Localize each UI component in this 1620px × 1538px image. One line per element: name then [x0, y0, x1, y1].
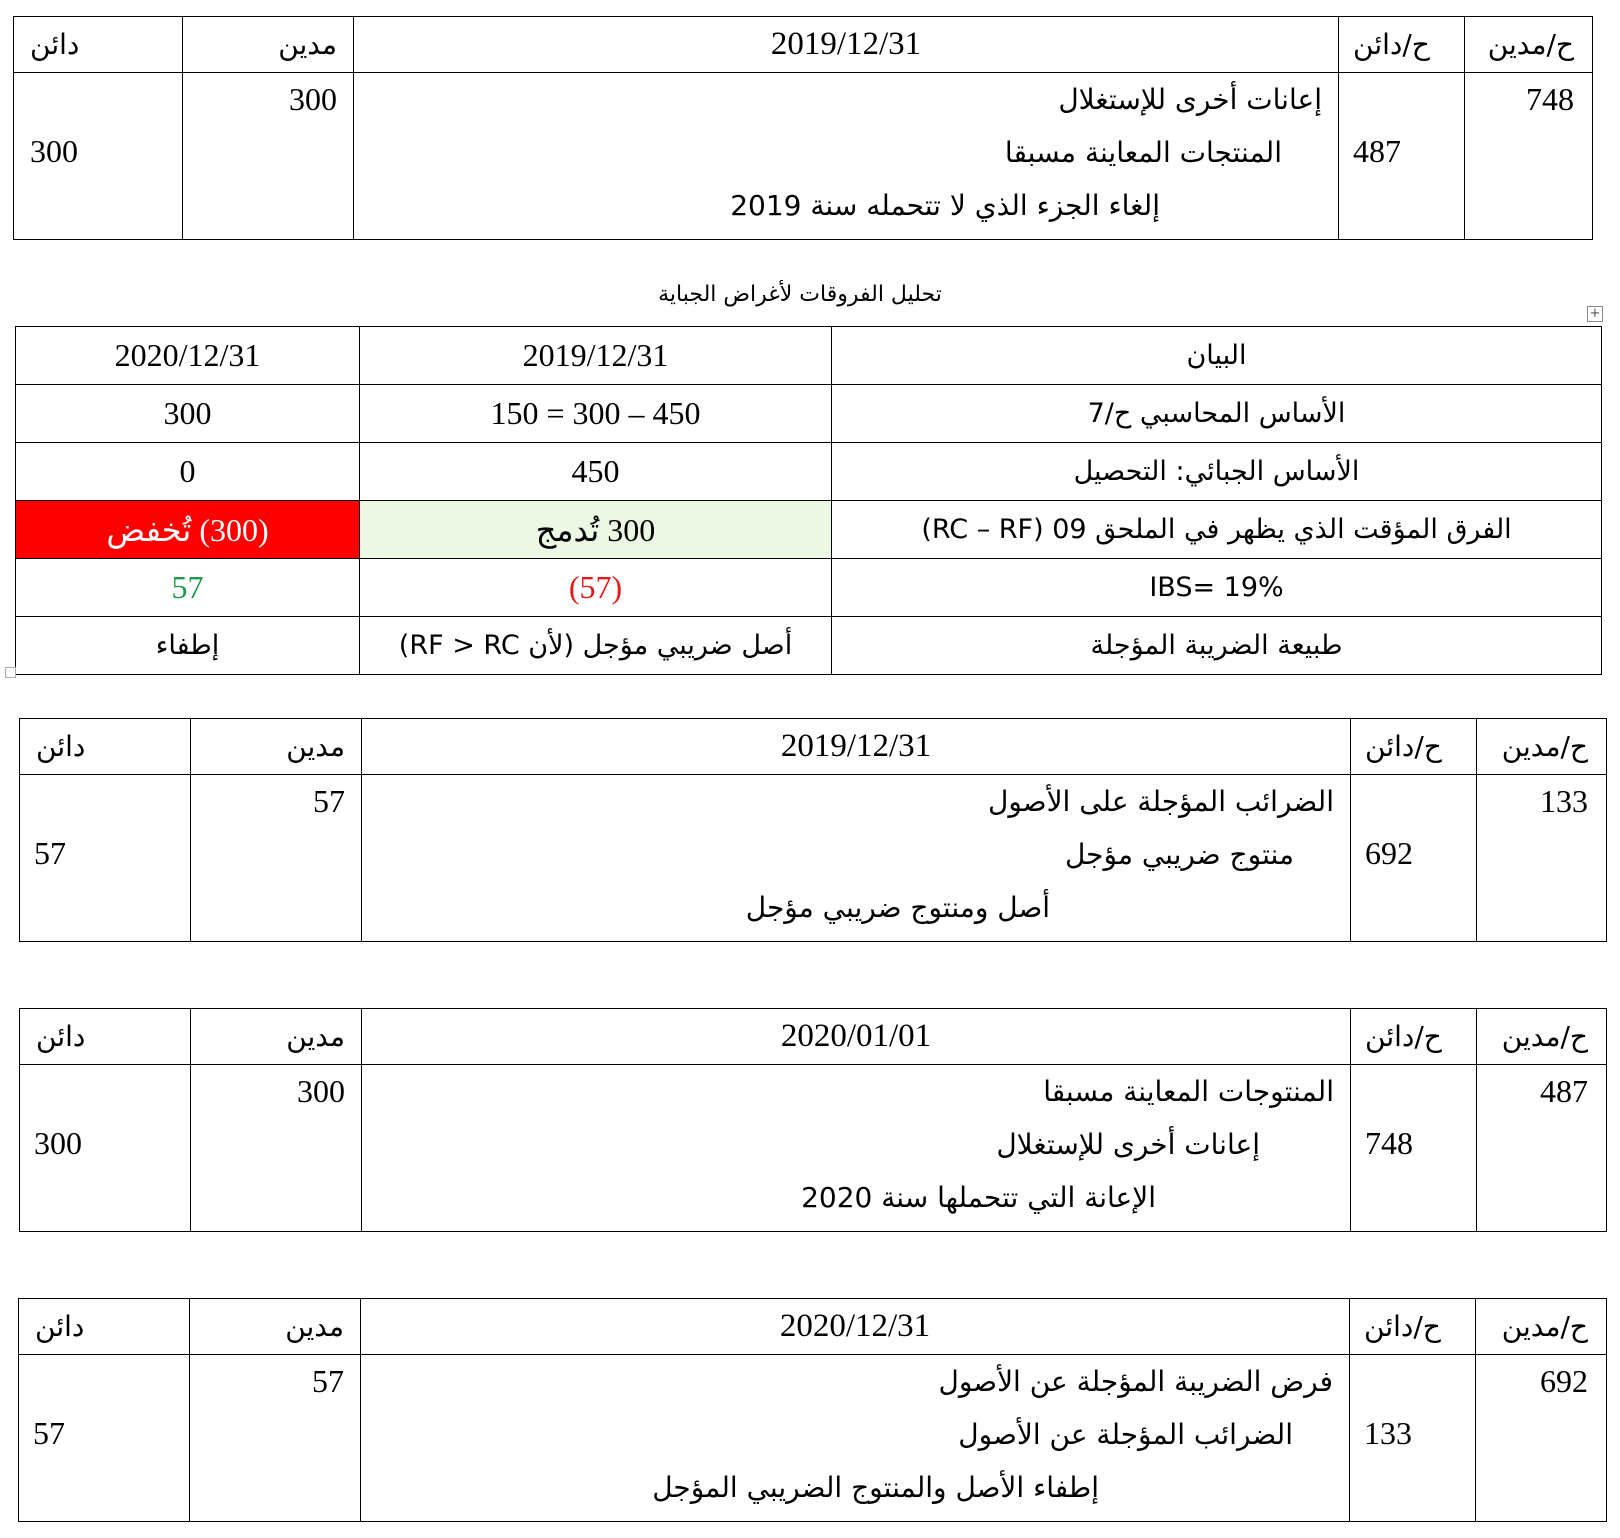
col-2020-header: 2020/12/31 [16, 327, 360, 385]
debit-account-header: ح/مدين [1477, 1009, 1607, 1065]
journal-entry-2 [19, 718, 1607, 942]
debit-amount: 300 [289, 81, 337, 117]
credit-account-number: 692 [1365, 835, 1413, 871]
entry-description: إلغاء الجزء الذي لا تتحمله سنة 2019 [730, 189, 1160, 222]
entry-description: أصل ومنتوج ضريبي مؤجل [745, 891, 1050, 924]
table-move-handle-icon[interactable]: + [1587, 306, 1603, 322]
debit-account-name: إعانات أخرى للإستغلال [1058, 83, 1322, 116]
credit-account-header: ح/دائن [1339, 17, 1465, 73]
credit-amount: 57 [34, 835, 66, 871]
debit-account-header: ح/مدين [1477, 719, 1607, 775]
ibs-2019: (57) [360, 559, 832, 617]
credit-account-header: ح/دائن [1351, 719, 1477, 775]
ibs-label: IBS= 19% [832, 559, 1602, 617]
tax-base-2019: 450 [360, 443, 832, 501]
credit-account-name: إعانات أخرى للإستغلال [996, 1128, 1260, 1161]
credit-amount: 300 [30, 133, 78, 169]
debit-account-number: 748 [1526, 81, 1574, 117]
temp-diff-2020: (300) تُخفض [16, 501, 360, 559]
tax-differences-table [15, 326, 1602, 675]
credit-account-number: 133 [1364, 1415, 1412, 1451]
journal-entry-1 [13, 16, 1593, 240]
debit-account-name: المنتوجات المعاينة مسبقا [1043, 1075, 1334, 1108]
tax-base-2020: 0 [16, 443, 360, 501]
accounting-base-2019: 150 = 300 – 450 [360, 385, 832, 443]
tax-base-label: الأساس الجبائي: التحصيل [832, 443, 1602, 501]
journal-entry-3 [19, 1008, 1607, 1232]
credit-header: دائن [19, 1299, 190, 1355]
debit-header: مدين [191, 719, 362, 775]
entry-date: 2019/12/31 [362, 719, 1351, 775]
col-2019-header: 2019/12/31 [360, 327, 832, 385]
debit-amount: 57 [312, 1363, 344, 1399]
credit-account-name: منتوج ضريبي مؤجل [1064, 838, 1294, 871]
entry-date: 2020/12/31 [361, 1299, 1350, 1355]
entry-description: الإعانة التي تتحملها سنة 2020 [801, 1181, 1156, 1214]
paragraph-mark-box [5, 667, 16, 678]
entry-date: 2020/01/01 [362, 1009, 1351, 1065]
debit-account-header: ح/مدين [1476, 1299, 1607, 1355]
entry-description: إطفاء الأصل والمنتوج الضريبي المؤجل [652, 1471, 1099, 1504]
accounting-base-label: الأساس المحاسبي ح/7 [832, 385, 1602, 443]
credit-account-number: 487 [1353, 133, 1401, 169]
debit-amount: 300 [297, 1073, 345, 1109]
debit-account-number: 692 [1540, 1363, 1588, 1399]
accounting-base-2020: 300 [16, 385, 360, 443]
deferred-nature-label: طبيعة الضريبة المؤجلة [832, 617, 1602, 675]
debit-amount: 57 [313, 783, 345, 819]
debit-account-header: ح/مدين [1465, 17, 1593, 73]
credit-amount: 57 [33, 1415, 65, 1451]
temp-diff-2019: 300 تُدمج [360, 501, 832, 559]
analysis-title: تحليل الفروقات لأغراض الجباية [658, 282, 942, 307]
credit-account-number: 748 [1365, 1125, 1413, 1161]
debit-header: مدين [183, 17, 354, 73]
debit-header: مدين [190, 1299, 361, 1355]
deferred-nature-2020: إطفاء [16, 617, 360, 675]
ibs-2020: 57 [16, 559, 360, 617]
credit-header: دائن [20, 719, 191, 775]
entry-date: 2019/12/31 [354, 17, 1339, 73]
col-label-header: البيان [832, 327, 1602, 385]
credit-account-name: الضرائب المؤجلة عن الأصول [958, 1418, 1293, 1451]
credit-header: دائن [20, 1009, 191, 1065]
debit-account-name: فرض الضريبة المؤجلة عن الأصول [938, 1365, 1333, 1398]
credit-account-name: المنتجات المعاينة مسبقا [1004, 136, 1282, 169]
debit-account-number: 133 [1540, 783, 1588, 819]
debit-account-number: 487 [1540, 1073, 1588, 1109]
credit-header: دائن [14, 17, 183, 73]
deferred-nature-2019: أصل ضريبي مؤجل (لأن RF > RC) [360, 617, 832, 675]
temp-diff-label: الفرق المؤقت الذي يظهر في الملحق 09 (RC – RF) [832, 501, 1602, 559]
credit-account-header: ح/دائن [1350, 1299, 1476, 1355]
credit-amount: 300 [34, 1125, 82, 1161]
journal-entry-4 [18, 1298, 1607, 1522]
debit-header: مدين [191, 1009, 362, 1065]
credit-account-header: ح/دائن [1351, 1009, 1477, 1065]
debit-account-name: الضرائب المؤجلة على الأصول [987, 785, 1334, 818]
